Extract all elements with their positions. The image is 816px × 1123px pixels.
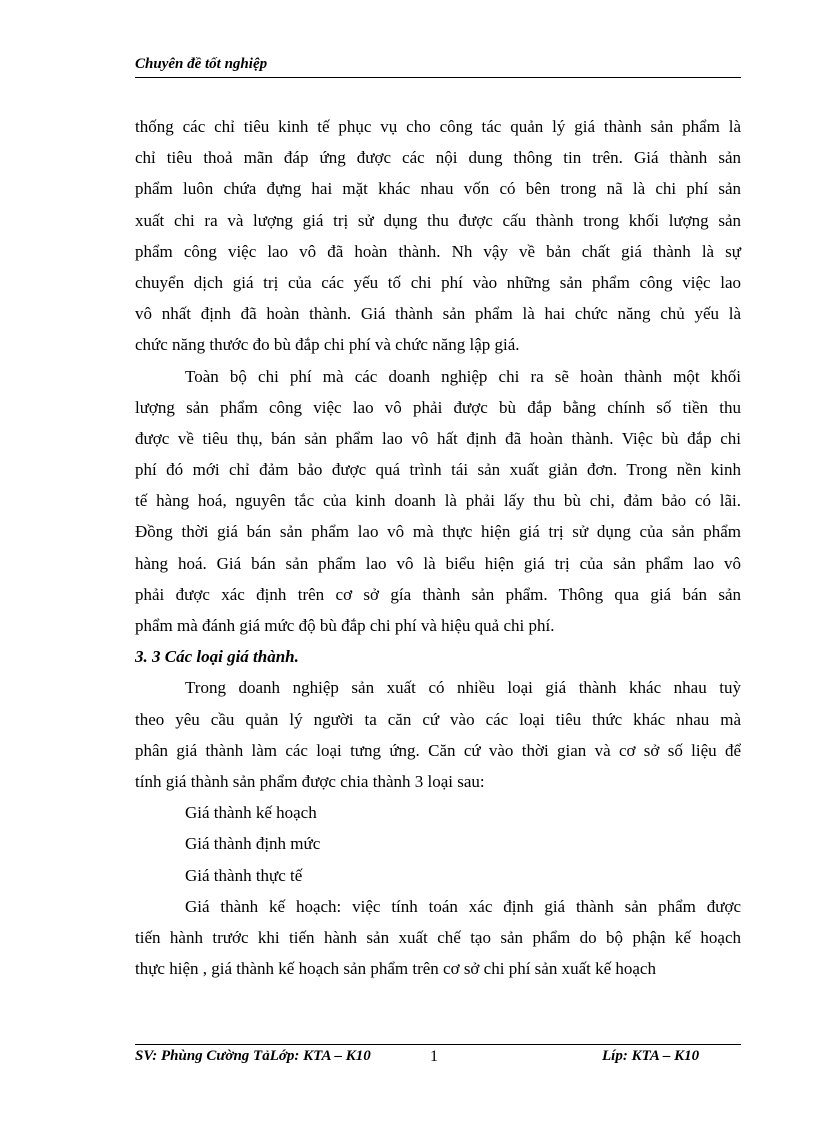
footer-class: Líp: KTA – K10 (602, 1048, 700, 1064)
text-line: hàng hoá. Giá bán sản phẩm lao vô là biểu hiện giá trị của sản phẩm lao vô (135, 553, 741, 573)
page-header-title: Chuyên đề tốt nghiệp (135, 56, 268, 72)
text-line: lượng sản phẩm công việc lao vô phải được bù đắp bằng chính số tiền thu (135, 397, 741, 417)
text-line: vô nhất định đã hoàn thành. Giá thành sản phẩm là hai chức năng chủ yếu là (135, 304, 741, 324)
text-line: chuyển dịch giá trị của các yếu tố chi phí vào những sản phẩm công việc lao (135, 272, 741, 292)
text-line: tiến hành trước khi tiến hành sản xuất chế tạo sản phẩm do bộ phận kế hoạch (135, 927, 741, 947)
text-line: thống các chỉ tiêu kinh tế phục vụ cho công tác quản lý giá thành sản phẩm là (135, 117, 741, 136)
text-line: Toàn bộ chi phí mà các doanh nghiệp chi ra sẽ hoàn thành một khối (185, 366, 741, 386)
text-line: Đồng thời giá bán sản phẩm lao vô mà thực hiện giá trị sử dụng của sản phẩm (135, 522, 741, 542)
header-rule (135, 77, 741, 78)
page-number: 1 (430, 1048, 438, 1065)
section-heading: 3. 3 Các loại giá thành. (135, 647, 299, 667)
footer-student: SV: Phùng Cường TảLớp: KTA – K10 (135, 1048, 371, 1064)
text-line: Giá thành kế hoạch: việc tính toán xác định giá thành sản phẩm được (185, 896, 741, 916)
text-line: chỉ tiêu thoả mãn đáp ứng được các nội dung thông tin trên. Giá thành sản (135, 148, 741, 168)
text-line: Trong doanh nghiệp sản xuất có nhiều loại giá thành khác nhau tuỳ (185, 678, 741, 698)
text-line: tính giá thành sản phẩm được chia thành 3 loại sau: (135, 771, 485, 791)
list-item: Giá thành thực tế (185, 865, 303, 885)
text-line: phẩm mà đánh giá mức độ bù đắp chi phí và hiệu quả chi phí. (135, 616, 555, 635)
list-item: Giá thành kế hoạch (185, 803, 317, 823)
text-line: phẩm luôn chứa đựng hai mặt khác nhau vốn có bên trong nã là chi phí sản (135, 179, 741, 199)
text-line: chức năng thước đo bù đắp chi phí và chức năng lập giá. (135, 335, 520, 355)
footer-rule (135, 1044, 741, 1045)
list-item: Giá thành định mức (185, 834, 321, 854)
text-line: phải được xác định trên cơ sở gía thành sản phẩm. Thông qua giá bán sản (135, 584, 741, 604)
document-body (135, 111, 741, 984)
text-line: xuất chi ra và lượng giá trị sử dụng thu được cấu thành trong khối lượng sản (135, 210, 741, 230)
text-line: phân giá thành làm các loại tưng ứng. Căn cứ vào thời gian và cơ sở số liệu để (135, 740, 741, 760)
text-line: theo yêu cầu quản lý người ta căn cứ vào các loại tiêu thức khác nhau mà (135, 709, 741, 729)
text-line: phẩm công việc lao vô đã hoàn thành. Nh vậy về bản chất giá thành là sự (135, 241, 741, 261)
text-line: thực hiện , giá thành kế hoạch sản phẩm trên cơ sở chi phí sản xuất kế hoạch (135, 959, 656, 979)
text-line: được về tiêu thụ, bán sản phẩm lao vô hất định đã hoàn thành. Việc bù đắp chi (135, 428, 741, 448)
text-line: phí đó mới chỉ đảm bảo được quá trình tái sản xuất giản đơn. Trong nền kinh (135, 460, 741, 480)
text-line: tế hàng hoá, nguyên tắc của kinh doanh là phải lấy thu bù chi, đảm bảo có lãi. (135, 491, 741, 511)
